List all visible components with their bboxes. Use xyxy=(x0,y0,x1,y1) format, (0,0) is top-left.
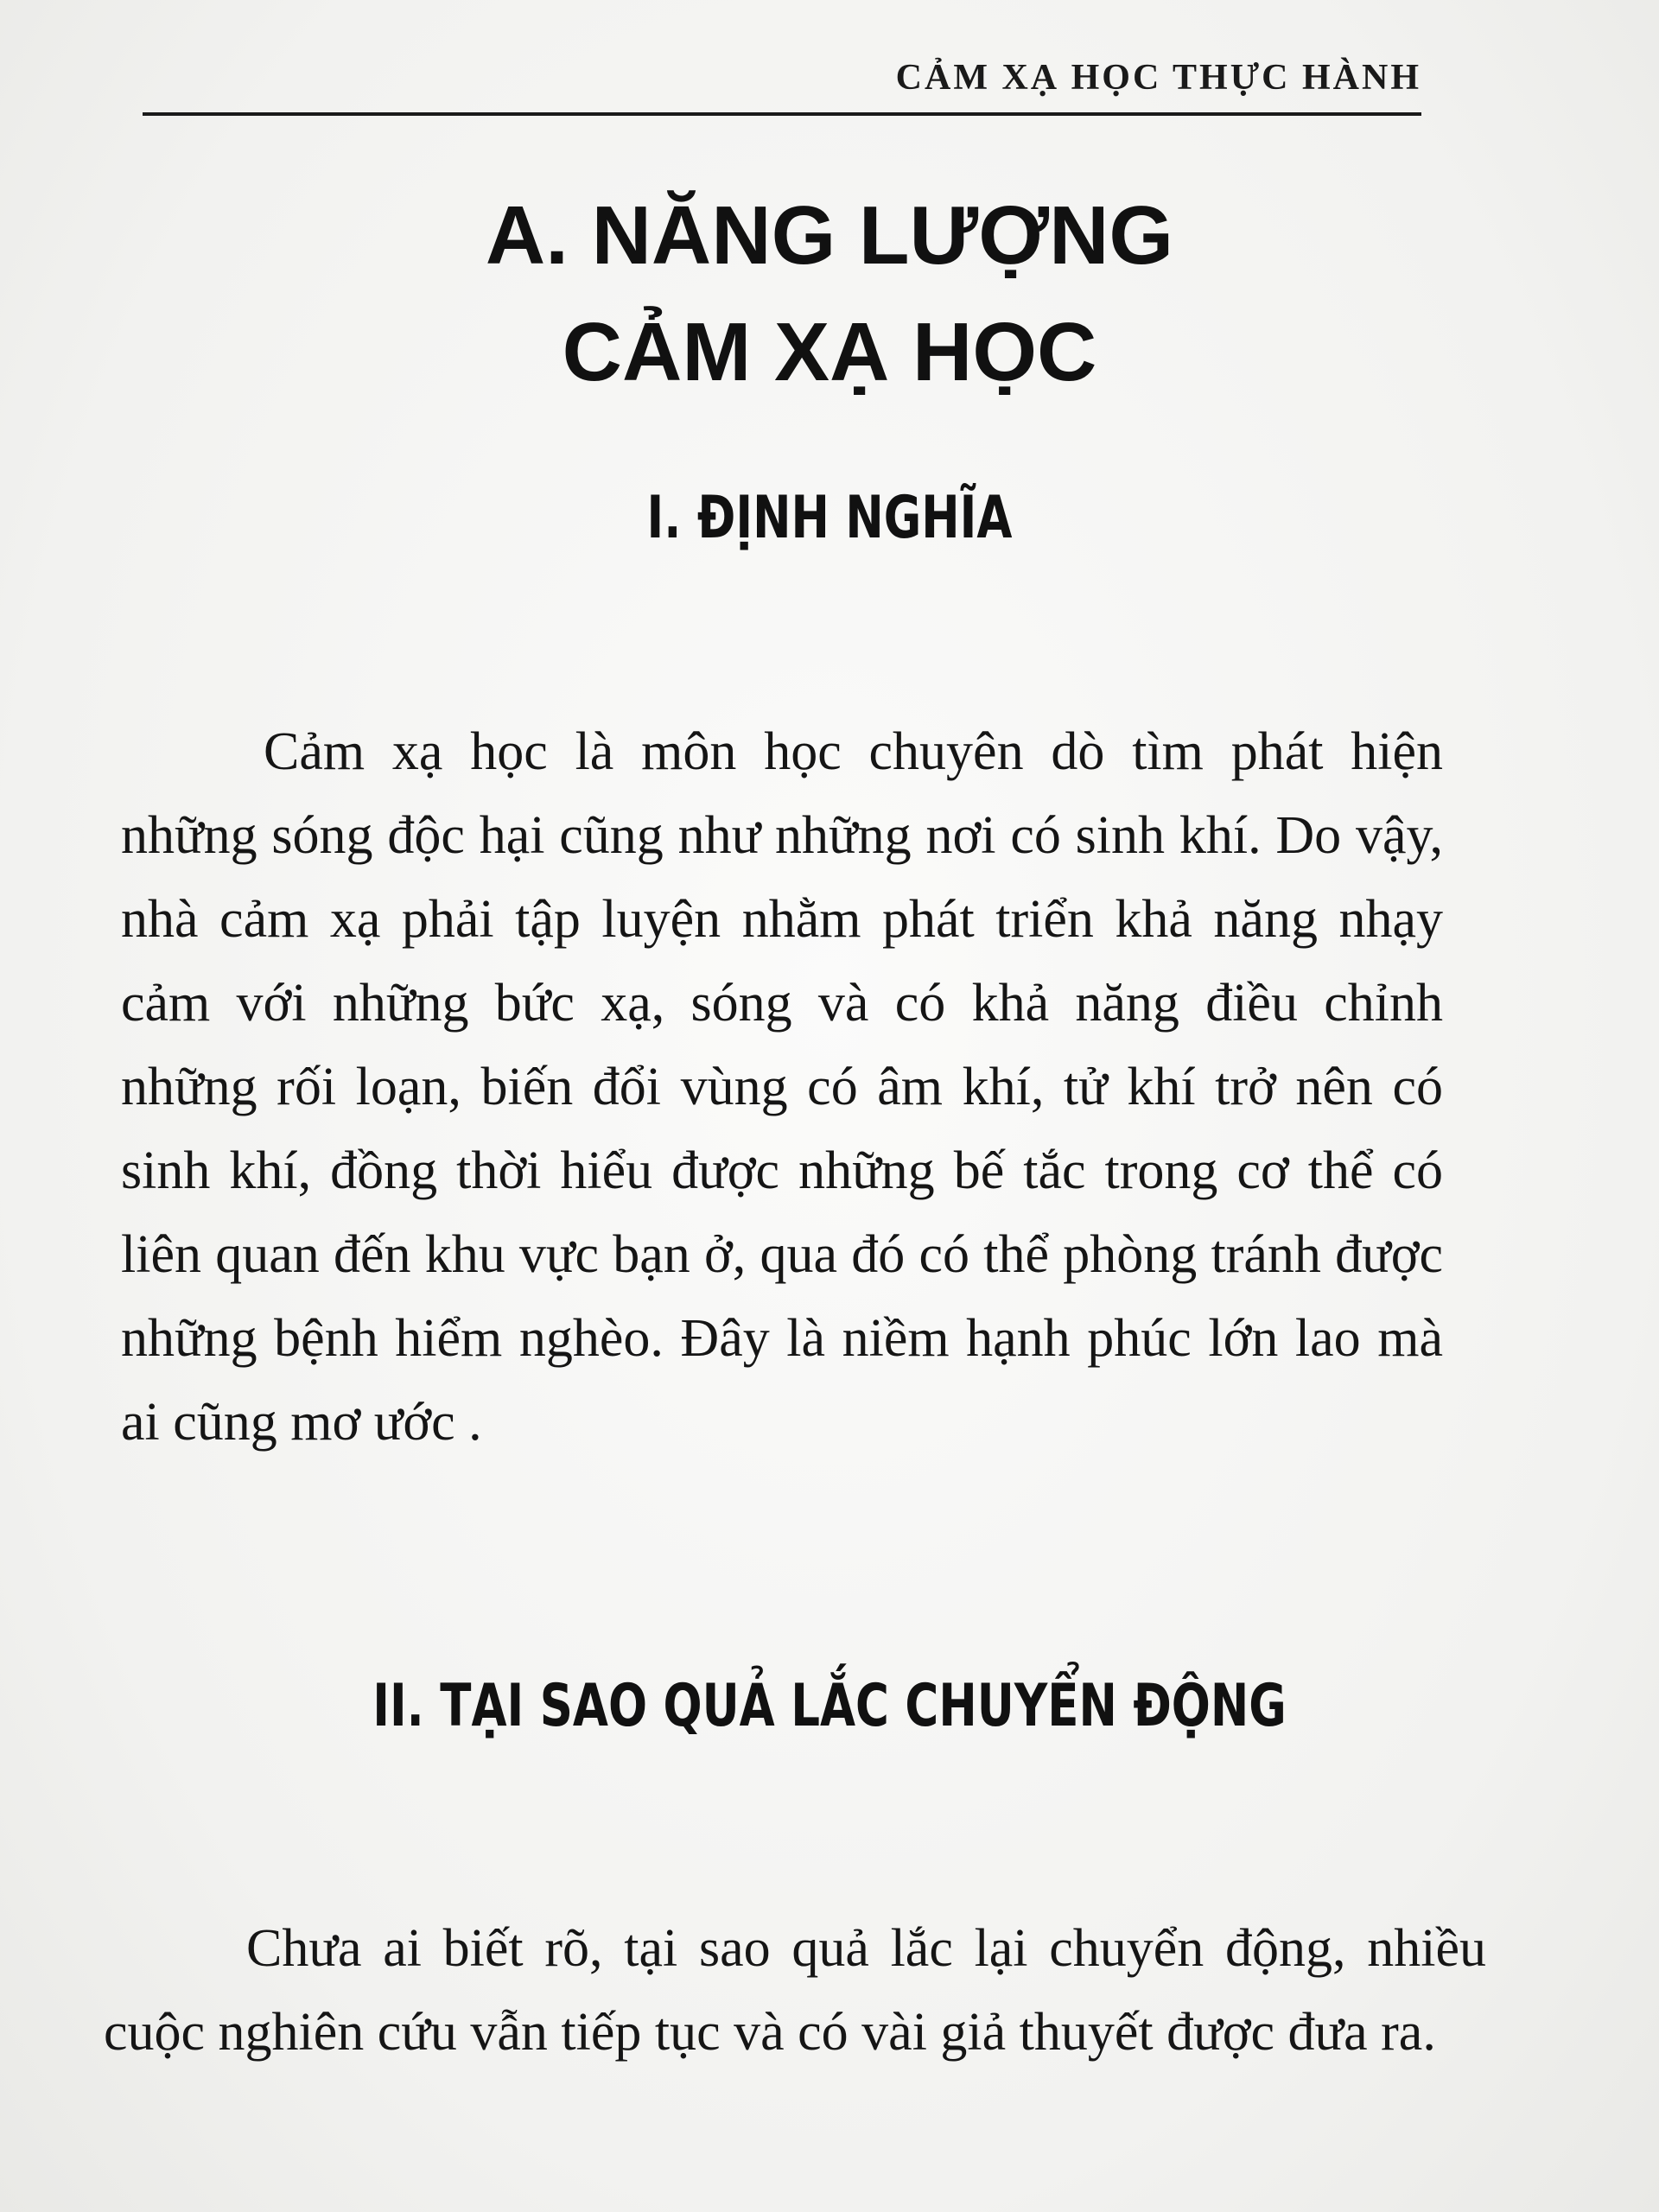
definition-paragraph: Cảm xạ học là môn học chuyên dò tìm phát hiện những sóng độc hại cũng như những nơi có sinh khí. Do vậy, nhà cảm xạ phải tập luyện nhằm phát triển khả năng nhạy cảm với những bức xạ, sóng và có khả năng điều chỉnh những rối loạn, biến đổi vùng có âm khí, tử khí trở nên có sinh khí, đồng thời hiểu được những bế tắc trong cơ thể có liên quan đến khu vực bạn ở, qua đó có thể phòng tránh được những bệnh hiểm nghèo. Đây là niềm hạnh phúc lớn lao mà ai cũng mơ ước . xyxy=(121,722,1443,1452)
section-heading-definition: I. ĐỊNH NGHĨA xyxy=(646,484,1013,552)
running-header xyxy=(143,52,1421,116)
section-heading-pendulum: II. TẠI SAO QUẢ LẮC CHUYỂN ĐỘNG xyxy=(372,1672,1287,1740)
running-header-title: CẢM XẠ HỌC THỰC HÀNH xyxy=(895,58,1421,98)
chapter-title-line-1: A. NĂNG LƯỢNG xyxy=(485,189,1174,282)
chapter-title xyxy=(259,177,1400,410)
pendulum-paragraph: Chưa ai biết rõ, tại sao quả lắc lại chuyển động, nhiều cuộc nghiên cứu vẫn tiếp tục và có vài giả thuyết được đưa ra. xyxy=(104,1919,1486,2062)
chapter-title-line-2: CẢM XẠ HỌC xyxy=(562,306,1097,398)
